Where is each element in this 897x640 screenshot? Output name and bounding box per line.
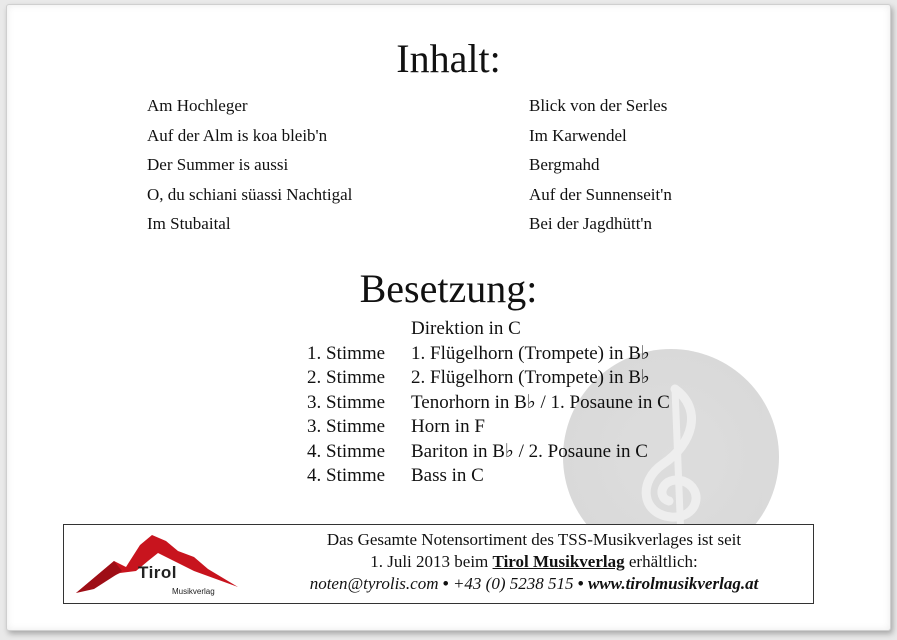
part-row (307, 464, 670, 489)
part-instrument: Bariton in B♭ / 2. Posaune in C (411, 440, 648, 462)
list-item: Am Hochleger (147, 96, 248, 115)
part-row (307, 317, 670, 342)
website-link[interactable]: www.tirolmusikverlag.at (587, 574, 759, 593)
list-item: Blick von der Serles (529, 96, 668, 115)
list-item: Bei der Jagdhütt'n (529, 214, 652, 233)
list-item: Auf der Alm is koa bleib'n (147, 125, 328, 145)
list-item: Bergmahd (529, 155, 600, 174)
part-instrument: Direktion in C (411, 318, 521, 339)
part-row (307, 391, 670, 416)
instrumentation-list (307, 317, 670, 489)
part-voice: 3. Stimme (307, 416, 386, 437)
part-row (307, 342, 670, 367)
part-voice: 1. Stimme (307, 342, 386, 364)
contents-heading: Inhalt: (396, 36, 501, 81)
list-item: O, du schiani süassi Nachtigal (147, 184, 353, 204)
publisher-link[interactable]: Tirol Musikverlag (492, 552, 625, 571)
part-voice: 2. Stimme (307, 367, 386, 388)
separator: • (577, 574, 584, 593)
banner-line-2 (260, 551, 808, 573)
phone-number: +43 (0) 5238 515 (452, 574, 574, 593)
list-item: Auf der Sunnenseit'n (529, 184, 672, 204)
part-instrument: 1. Flügelhorn (Trompete) in B♭ (411, 342, 650, 364)
banner-line-2-suffix: erhältlich: (624, 552, 698, 571)
list-item: Der Summer is aussi (147, 155, 289, 174)
part-row (307, 366, 670, 391)
logo-subtitle: Musikverlag (172, 587, 215, 596)
banner-line-2-prefix: 1. Juli 2013 beim (370, 552, 493, 571)
list-item: Im Karwendel (529, 125, 627, 145)
contents-list-right (529, 91, 672, 239)
part-voice: 4. Stimme (307, 465, 386, 486)
instrumentation-heading: Besetzung: (359, 266, 538, 311)
email-link[interactable]: noten@tyrolis.com (309, 574, 439, 593)
contents-list-left (147, 91, 352, 239)
logo-wordmark: Tirol (138, 563, 178, 582)
publisher-banner (63, 524, 814, 604)
banner-line-1: Das Gesamte Notensortiment des TSS-Musikverlages ist seit (326, 530, 742, 549)
banner-contact-line (260, 573, 808, 595)
part-row (307, 440, 670, 465)
tirol-musikverlag-logo (74, 531, 244, 599)
part-instrument: Bass in C (411, 465, 484, 486)
page-card (6, 4, 891, 631)
part-instrument: Tenorhorn in B♭ / 1. Posaune in C (411, 391, 670, 413)
separator: • (442, 574, 449, 593)
part-instrument: 2. Flügelhorn (Trompete) in B♭ (411, 367, 650, 388)
part-row (307, 415, 670, 440)
part-voice (307, 317, 411, 342)
banner-text (260, 529, 808, 595)
list-item: Im Stubaital (147, 214, 231, 233)
part-voice: 4. Stimme (307, 440, 386, 462)
part-instrument: Horn in F (411, 416, 485, 437)
part-voice: 3. Stimme (307, 391, 386, 413)
